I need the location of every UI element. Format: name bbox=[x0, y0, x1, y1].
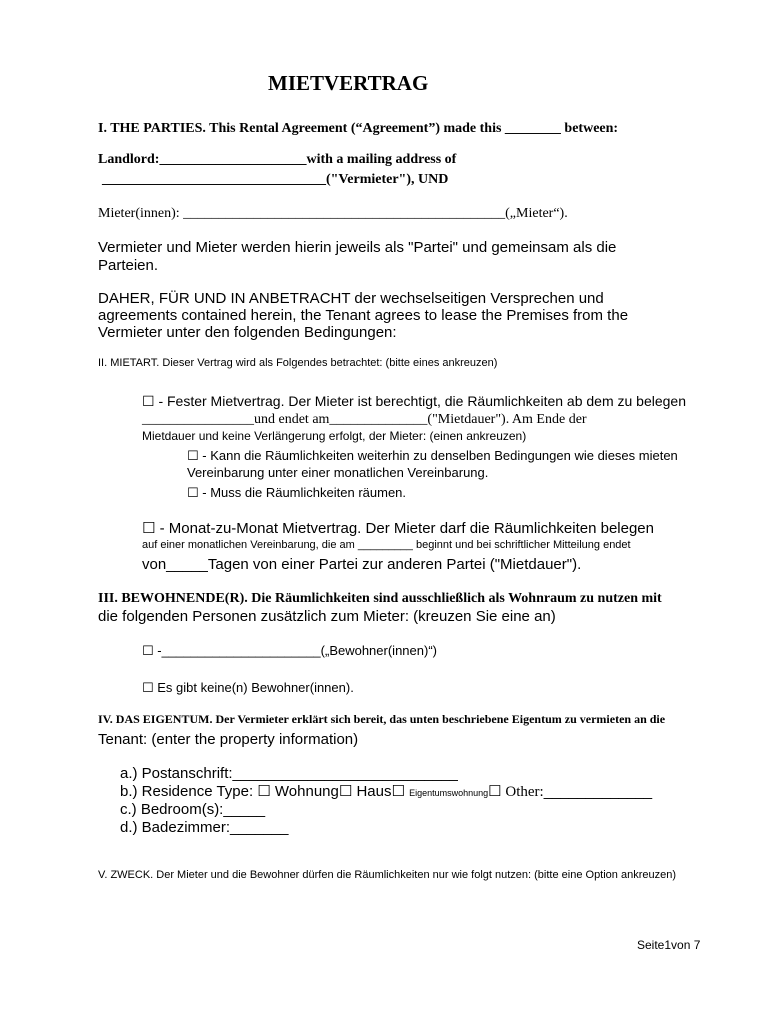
renew-monthly-option-line-2: Vereinbarung unter einer monatlichen Vereinbarung. bbox=[187, 465, 489, 480]
parties-paragraph-1-line-2: Parteien. bbox=[98, 257, 159, 274]
other-option-label: ☐ Other: bbox=[488, 784, 544, 800]
fixed-lease-end-line: Mietdauer und keine Verlängerung erfolgt, der Mieter: (einen ankreuzen) bbox=[142, 429, 527, 443]
parties-paragraph-2-line-2: agreements contained herein, the Tenant agrees to lease the Premises from the bbox=[98, 307, 629, 324]
parties-heading: I. THE PARTIES. This Rental Agreement (“Agreement”) made this ________ between: bbox=[98, 121, 619, 136]
mietart-heading: II. MIETART. Dieser Vertrag wird als Folgendes betrachtet: (bitte eines ankreuzen) bbox=[98, 357, 498, 369]
renew-monthly-option[interactable]: ☐ - Kann die Räumlichkeiten weiterhin zu denselben Bedingungen wie dieses mieten bbox=[187, 448, 678, 463]
bewohner-heading: III. BEWOHNENDE(R). Die Räumlichkeiten sind ausschließlich als Wohnraum zu nutzen mit bbox=[98, 591, 662, 606]
condo-option-label: Eigentumswohnung bbox=[409, 788, 489, 798]
document-title: MIETVERTRAG bbox=[268, 71, 429, 95]
fixed-lease-dates-line: ________________und endet am______________("Mietdauer"). Am Ende der bbox=[142, 412, 587, 427]
eigentum-heading: IV. DAS EIGENTUM. Der Vermieter erklärt sich bereit, das unten beschriebene Eigentum zu vermieten an die bbox=[98, 712, 666, 726]
residence-type-field[interactable] bbox=[120, 783, 652, 801]
eigentum-heading-line-2: Tenant: (enter the property information) bbox=[98, 731, 359, 748]
vacate-option[interactable]: ☐ - Muss die Räumlichkeiten räumen. bbox=[187, 485, 407, 500]
month-to-month-option[interactable]: ☐ - Monat-zu-Monat Mietvertrag. Der Mieter darf die Räumlichkeiten belegen bbox=[142, 520, 654, 537]
other-option-blank: _____________ bbox=[543, 783, 653, 800]
occupant-option[interactable]: ☐ -______________________(„Bewohner(innen)“) bbox=[142, 643, 437, 658]
parties-paragraph-1-line-1: Vermieter und Mieter werden hierin jeweils als "Partei" und gemeinsam als die bbox=[98, 239, 617, 256]
bedrooms-field[interactable]: c.) Bedroom(s):_____ bbox=[120, 801, 266, 818]
landlord-label: Landlord: bbox=[98, 152, 160, 167]
landlord-address-label: with a mailing address of bbox=[306, 152, 457, 167]
month-to-month-line-3: von_____Tagen von einer Partei zur anderen Partei ("Mietdauer"). bbox=[142, 556, 582, 573]
postal-address-field[interactable]: a.) Postanschrift:___________________________ bbox=[120, 765, 458, 782]
landlord-address-line: ________________________________("Vermieter"), UND bbox=[102, 172, 449, 187]
page-number: Seite1von 7 bbox=[637, 938, 701, 952]
zweck-heading: V. ZWECK. Der Mieter und die Bewohner dürfen die Räumlichkeiten nur wie folgt nutzen: (bitte eine Option ankreuzen) bbox=[98, 869, 677, 881]
residence-type-label: b.) Residence Type: ☐ Wohnung☐ Haus☐ bbox=[120, 783, 410, 800]
landlord-name-blank: _____________________ bbox=[159, 152, 307, 167]
fixed-lease-option[interactable]: ☐ - Fester Mietvertrag. Der Mieter ist berechtigt, die Räumlichkeiten ab dem zu belegen bbox=[142, 393, 687, 409]
bathrooms-field[interactable]: d.) Badezimmer:_______ bbox=[120, 819, 289, 836]
landlord-line bbox=[98, 152, 456, 168]
bewohner-heading-line-2: die folgenden Personen zusätzlich zum Mieter: (kreuzen Sie eine an) bbox=[98, 608, 556, 625]
parties-paragraph-2-line-3: Vermieter unter den folgenden Bedingungen: bbox=[98, 324, 397, 341]
parties-paragraph-2-line-1: DAHER, FÜR UND IN ANBETRACHT der wechselseitigen Versprechen und bbox=[98, 290, 604, 307]
month-to-month-line-2: auf einer monatlichen Vereinbarung, die am _________ beginnt und bei schriftlicher Mitteilung endet bbox=[142, 539, 631, 551]
tenant-line: Mieter(innen): ______________________________________________(„Mieter“). bbox=[98, 206, 568, 221]
no-occupant-option[interactable]: ☐ Es gibt keine(n) Bewohner(innen). bbox=[142, 680, 354, 695]
